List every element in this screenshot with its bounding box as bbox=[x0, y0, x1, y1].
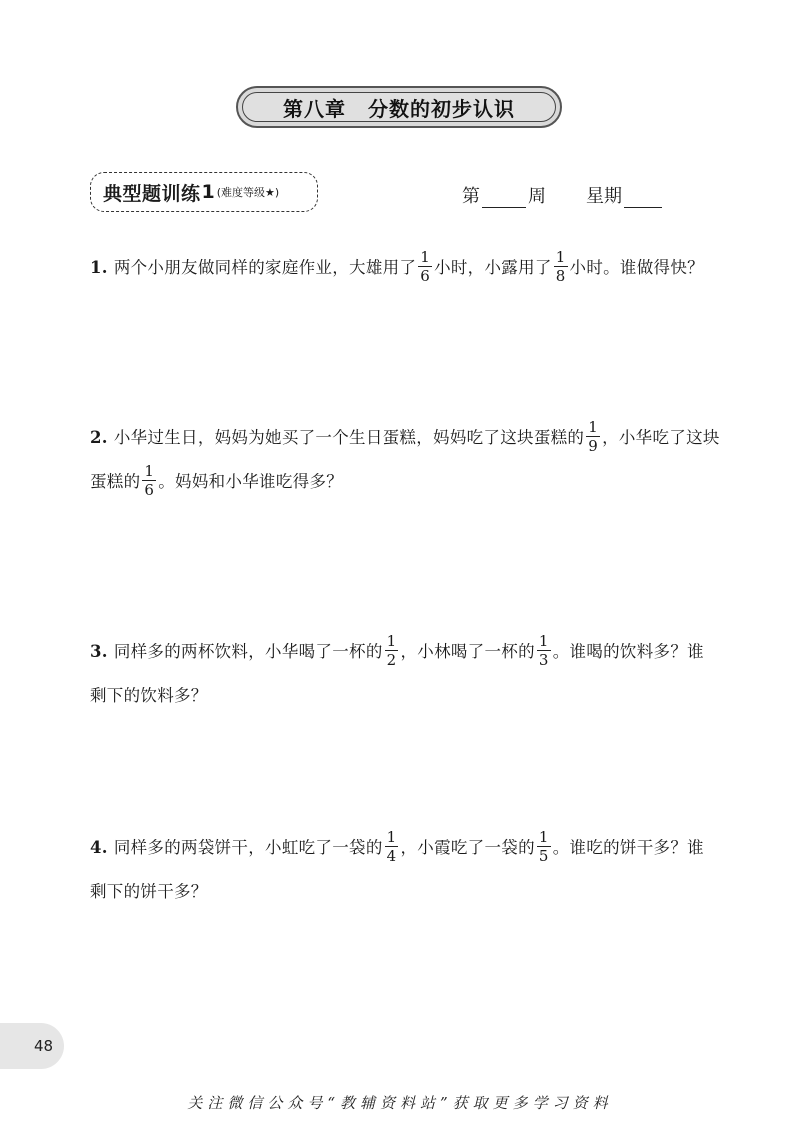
fraction bbox=[537, 631, 551, 669]
chapter-banner-inner bbox=[242, 92, 556, 122]
fraction-denominator: 9 bbox=[588, 436, 599, 455]
question-text: 。谁吃的饼干多？谁剩下的饼干多？ bbox=[90, 838, 704, 901]
fraction-numerator: 1 bbox=[538, 631, 549, 650]
fraction bbox=[586, 417, 600, 455]
fraction bbox=[385, 631, 399, 669]
question-number: 3. bbox=[90, 642, 108, 661]
fraction-denominator: 3 bbox=[538, 650, 549, 669]
date-line bbox=[462, 178, 662, 208]
fraction-numerator: 1 bbox=[555, 247, 566, 266]
fraction-denominator: 4 bbox=[386, 846, 397, 865]
question-4 bbox=[90, 826, 720, 914]
section-number: 1 bbox=[201, 181, 215, 203]
week-suffix: 周 bbox=[528, 186, 546, 207]
fraction-denominator: 6 bbox=[144, 480, 155, 499]
chapter-label: 第八章 bbox=[283, 96, 346, 121]
section-heading bbox=[90, 172, 318, 212]
weekday-blank[interactable] bbox=[624, 185, 662, 208]
page-tab bbox=[0, 1023, 64, 1069]
page-number: 48 bbox=[34, 1037, 54, 1055]
question-number: 2. bbox=[90, 428, 108, 447]
fraction-numerator: 1 bbox=[386, 827, 397, 846]
fraction bbox=[418, 247, 432, 285]
question-text: 小时。谁做得快？ bbox=[569, 258, 704, 277]
fraction-denominator: 2 bbox=[386, 650, 397, 669]
fraction-numerator: 1 bbox=[538, 827, 549, 846]
fraction bbox=[537, 827, 551, 865]
chapter-title: 分数的初步认识 bbox=[368, 96, 515, 121]
question-1 bbox=[90, 246, 720, 290]
question-text: ，小林喝了一杯的 bbox=[400, 642, 535, 661]
question-text: ，小华吃了这块蛋糕的 bbox=[90, 428, 720, 491]
fraction-numerator: 1 bbox=[386, 631, 397, 650]
question-2 bbox=[90, 416, 720, 504]
difficulty-label: (难度等级★) bbox=[216, 186, 280, 199]
question-text: 小华过生日，妈妈为她买了一个生日蛋糕，妈妈吃了这块蛋糕的 bbox=[113, 428, 585, 447]
fraction-numerator: 1 bbox=[420, 247, 431, 266]
question-text: ，小霞吃了一袋的 bbox=[400, 838, 535, 857]
question-number: 4. bbox=[90, 838, 108, 857]
question-text: 同样多的两杯饮料，小华喝了一杯的 bbox=[113, 642, 383, 661]
footer-note: 关注微信公众号“教辅资料站”获取更多学习资料 bbox=[187, 1094, 613, 1112]
chapter-banner bbox=[236, 86, 562, 128]
question-text: 小时，小露用了 bbox=[434, 258, 552, 277]
week-prefix: 第 bbox=[462, 186, 480, 207]
weekday-label: 星期 bbox=[586, 186, 622, 207]
fraction-numerator: 1 bbox=[588, 417, 599, 436]
fraction-denominator: 6 bbox=[420, 266, 431, 285]
fraction-denominator: 5 bbox=[538, 846, 549, 865]
section-title: 典型题训练 bbox=[103, 182, 201, 205]
question-text: 同样多的两袋饼干，小虹吃了一袋的 bbox=[113, 838, 383, 857]
fraction-denominator: 8 bbox=[555, 266, 566, 285]
question-text: 。谁喝的饮料多？谁剩下的饮料多？ bbox=[90, 642, 704, 705]
question-text: 两个小朋友做同样的家庭作业，大雄用了 bbox=[113, 258, 417, 277]
question-text: 。妈妈和小华谁吃得多？ bbox=[158, 472, 344, 491]
fraction bbox=[385, 827, 399, 865]
week-blank[interactable] bbox=[482, 185, 526, 208]
question-number: 1. bbox=[90, 258, 108, 277]
question-3 bbox=[90, 630, 720, 718]
fraction-numerator: 1 bbox=[144, 461, 155, 480]
fraction bbox=[554, 247, 568, 285]
fraction bbox=[142, 461, 156, 499]
